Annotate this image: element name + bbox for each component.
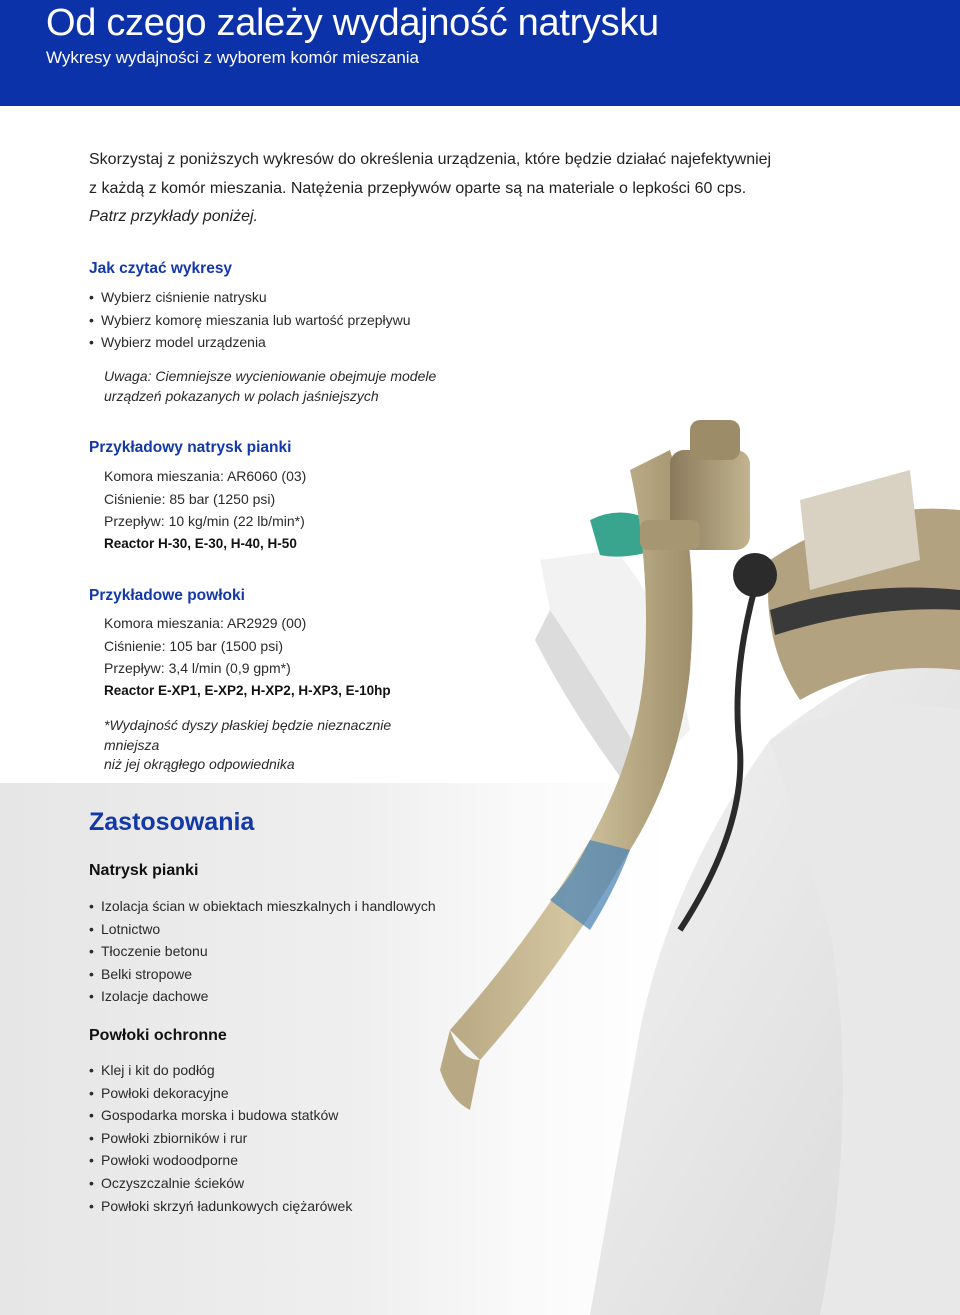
list-item: • Powłoki skrzyń ładunkowych ciężarówek: [89, 1195, 352, 1218]
intro-line: z każdą z komór mieszania. Natężenia przepływów oparte są na materiale o lepkości 60 cps.: [89, 179, 747, 197]
list-item: • Wybierz komorę mieszania lub wartość przepływu: [89, 309, 411, 332]
list-item: • Izolacje dachowe: [89, 985, 436, 1008]
list-item: • Wybierz ciśnienie natrysku: [89, 286, 411, 309]
applications-heading: Zastosowania: [89, 808, 255, 836]
list-item: • Oczyszczalnie ścieków: [89, 1172, 352, 1195]
models-line: Reactor H-30, E-30, H-40, H-50: [104, 536, 297, 552]
pressure-line: Ciśnienie: 105 bar (1500 psi): [104, 637, 283, 654]
list-item: • Izolacja ścian w obiektach mieszkalnych i handlowych: [89, 895, 436, 918]
page-title: Od czego zależy wydajność natrysku: [46, 2, 659, 44]
foam-applications-heading: Natrysk pianki: [89, 862, 199, 879]
header-banner: [0, 0, 960, 106]
list-item: • Gospodarka morska i budowa statków: [89, 1104, 352, 1127]
flow-line: Przepływ: 10 kg/min (22 lb/min*): [104, 513, 305, 530]
list-item: • Powłoki wodoodporne: [89, 1149, 352, 1172]
pressure-line: Ciśnienie: 85 bar (1250 psi): [104, 490, 276, 507]
page-subtitle: Wykresy wydajności z wyborem komór mieszania: [46, 48, 420, 67]
note-line: Uwaga: Ciemniejsze wycieniowanie obejmuje modele: [104, 368, 437, 384]
footnote-line: niż jej okrągłego odpowiednika: [104, 756, 295, 772]
spray-worker-photo: [440, 410, 960, 1315]
foam-applications-list: [89, 895, 436, 1008]
coatings-applications-heading: Powłoki ochronne: [89, 1027, 227, 1044]
example-coatings-heading: Przykładowe powłoki: [89, 587, 245, 604]
footnote-line: *Wydajność dyszy płaskiej będzie nieznacznie mniejsza: [104, 717, 392, 753]
how-to-read-heading: Jak czytać wykresy: [89, 260, 233, 277]
list-item: • Lotnictwo: [89, 918, 436, 941]
list-item: • Klej i kit do podłóg: [89, 1059, 352, 1082]
example-foam-heading: Przykładowy natrysk pianki: [89, 439, 292, 456]
flow-line: Przepływ: 3,4 l/min (0,9 gpm*): [104, 660, 291, 677]
footnote: [104, 716, 444, 775]
example-foam-details: [104, 465, 306, 556]
intro-text: [89, 146, 789, 232]
list-item: • Powłoki zbiorników i rur: [89, 1127, 352, 1150]
coatings-applications-list: [89, 1059, 352, 1217]
intro-line-italic: Patrz przykłady poniżej.: [89, 208, 258, 225]
chamber-line: Komora mieszania: AR6060 (03): [104, 468, 307, 484]
list-item: • Tłoczenie betonu: [89, 940, 436, 963]
note-line: urządzeń pokazanych w polach jaśniejszych: [104, 387, 379, 404]
how-to-read-list: [89, 286, 411, 354]
intro-line: Skorzystaj z poniższych wykresów do określenia urządzenia, które będzie działać najefektywniej: [89, 151, 772, 168]
list-item: • Belki stropowe: [89, 963, 436, 986]
list-item: • Wybierz model urządzenia: [89, 331, 411, 354]
example-coatings-details: [104, 612, 391, 703]
chamber-line: Komora mieszania: AR2929 (00): [104, 615, 307, 631]
list-item: • Powłoki dekoracyjne: [89, 1082, 352, 1105]
shading-note: [104, 367, 444, 406]
models-line: Reactor E-XP1, E-XP2, H-XP2, H-XP3, E-10hp: [104, 683, 391, 699]
